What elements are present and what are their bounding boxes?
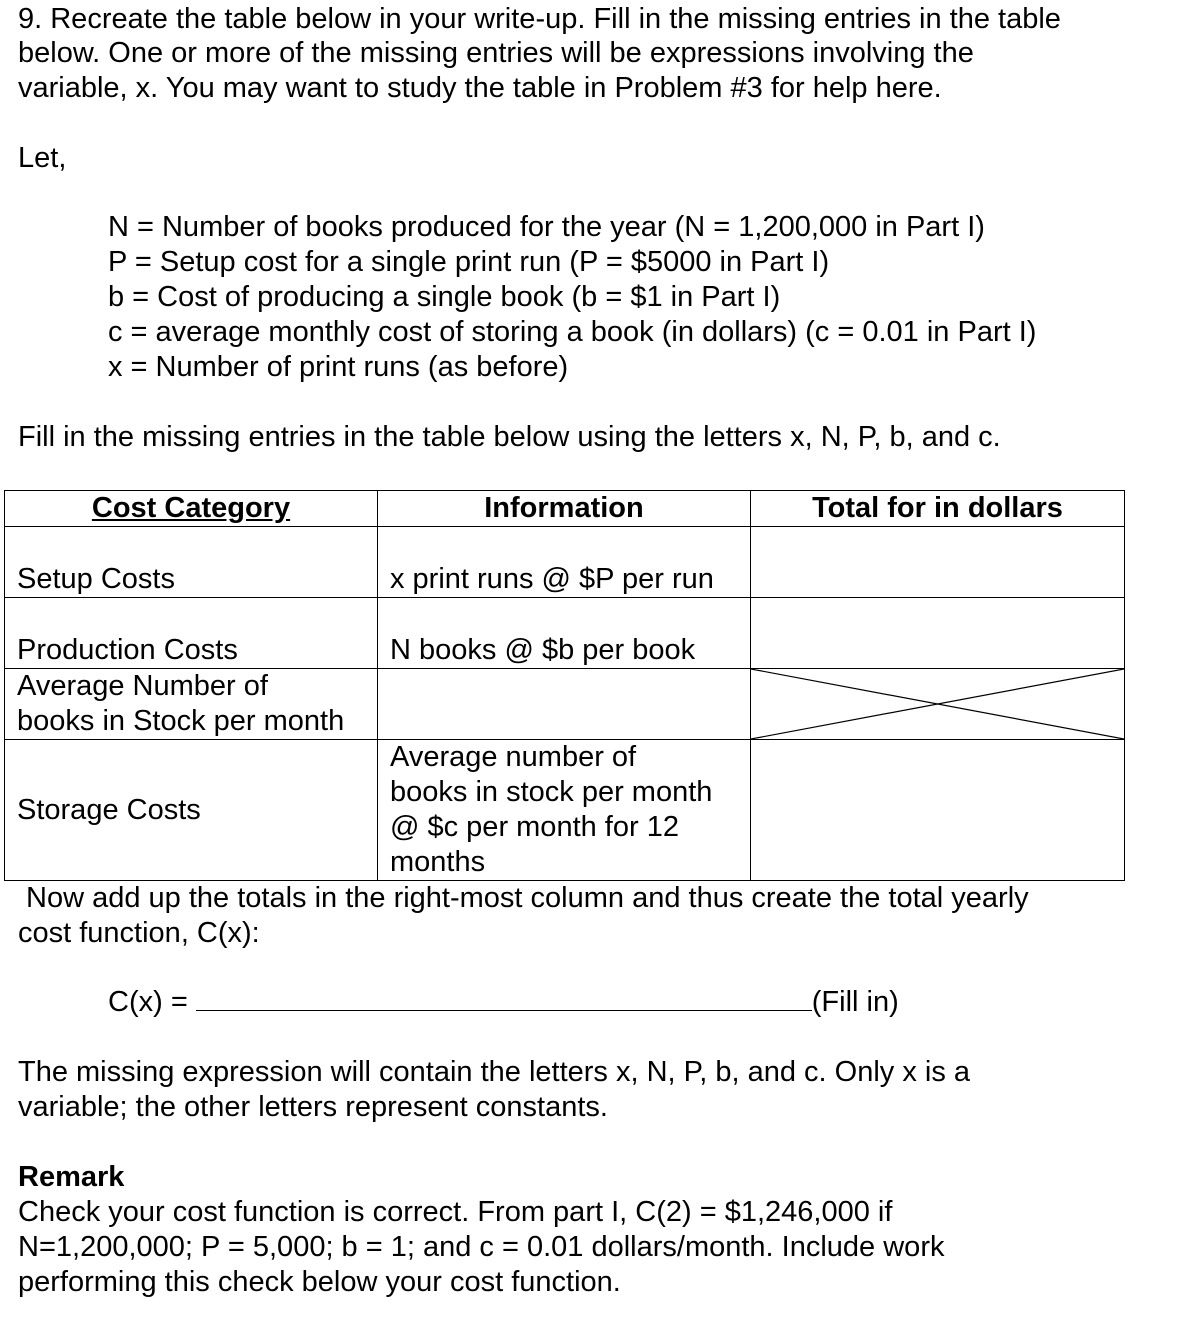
cell-information: x print runs @ $P per run [378, 527, 751, 598]
sum-line-2: cost function, C(x): [18, 917, 260, 949]
cost-function-line [108, 985, 899, 1020]
problem-line-2: below. One or more of the missing entries will be expressions involving the [18, 37, 974, 69]
remark-line-1: Check your cost function is correct. From part I, C(2) = $1,246,000 if [18, 1196, 893, 1228]
info-line: @ $c per month for 12 [390, 811, 679, 843]
cross-out-mark [751, 669, 1124, 739]
cost-table [4, 490, 1125, 881]
problem-line-1: 9. Recreate the table below in your write-up. Fill in the missing entries in the table [18, 3, 1061, 35]
cell-total-blank[interactable] [751, 740, 1125, 881]
info-line: months [390, 846, 486, 878]
definition-c: c = average monthly cost of storing a book (in dollars) (c = 0.01 in Part I) [108, 316, 1037, 348]
cx-answer-blank[interactable] [196, 988, 812, 1011]
cell-information [378, 740, 751, 881]
sum-line-1: Now add up the totals in the right-most column and thus create the total yearly [26, 882, 1029, 914]
let-label: Let, [18, 142, 67, 174]
cell-total-blank[interactable] [751, 598, 1125, 669]
cell-category: Setup Costs [5, 527, 378, 598]
info-line: books in stock per month [390, 776, 713, 808]
cell-information: N books @ $b per book [378, 598, 751, 669]
category-line: Average Number of [17, 670, 268, 702]
category-line: books in Stock per month [17, 705, 345, 737]
header-information: Information [378, 491, 751, 527]
cell-category [5, 669, 378, 740]
table-header-row [5, 491, 1125, 527]
definition-x: x = Number of print runs (as before) [108, 351, 569, 383]
cx-fill-label: (Fill in) [811, 986, 899, 1018]
remark-line-3: performing this check below your cost function. [18, 1266, 621, 1298]
cx-label: C(x) = [108, 986, 188, 1018]
fill-instruction: Fill in the missing entries in the table below using the letters x, N, P, b, and c. [18, 421, 1001, 453]
cell-category: Production Costs [5, 598, 378, 669]
missing-note-line-1: The missing expression will contain the letters x, N, P, b, and c. Only x is a [18, 1056, 971, 1088]
cell-category: Storage Costs [5, 740, 378, 881]
table-row-production [5, 598, 1125, 669]
definition-b: b = Cost of producing a single book (b = $1 in Part I) [108, 281, 781, 313]
header-cost-category: Cost Category [5, 491, 378, 527]
info-line: Average number of [390, 741, 637, 773]
cell-total-blank[interactable] [751, 527, 1125, 598]
table-row-setup [5, 527, 1125, 598]
cell-crossed-out [751, 669, 1125, 740]
missing-note-line-2: variable; the other letters represent constants. [18, 1091, 608, 1123]
cell-information-blank[interactable] [378, 669, 751, 740]
problem-line-3: variable, x. You may want to study the table in Problem #3 for help here. [18, 72, 942, 104]
table-row-average-stock [5, 669, 1125, 740]
definition-P: P = Setup cost for a single print run (P = $5000 in Part I) [108, 246, 830, 278]
table-row-storage [5, 740, 1125, 881]
header-total: Total for in dollars [751, 491, 1125, 527]
remark-title: Remark [18, 1161, 125, 1193]
remark-line-2: N=1,200,000; P = 5,000; b = 1; and c = 0.01 dollars/month. Include work [18, 1231, 945, 1263]
definition-N: N = Number of books produced for the year (N = 1,200,000 in Part I) [108, 211, 985, 243]
